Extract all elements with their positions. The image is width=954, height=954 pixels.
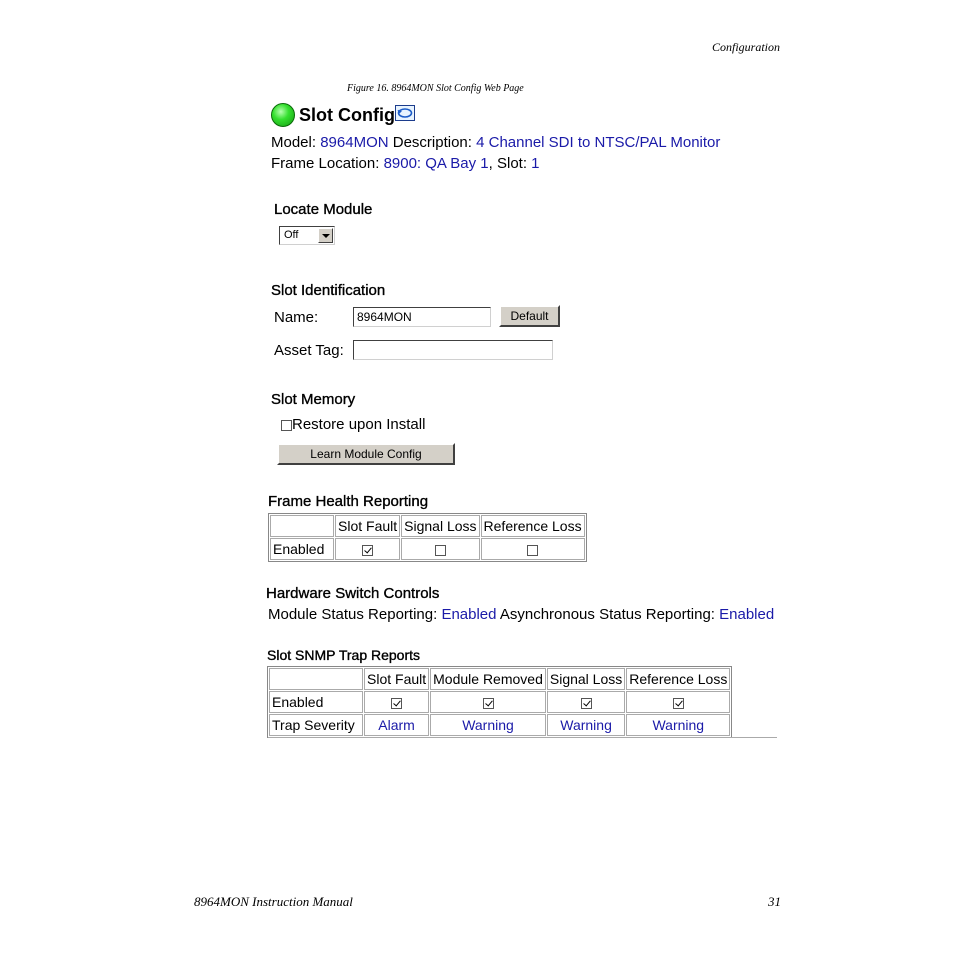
restore-upon-install-label: Restore upon Install (292, 416, 426, 433)
slot-fault-enabled-checkbox[interactable] (362, 545, 373, 556)
column-header: Signal Loss (547, 668, 625, 690)
restore-upon-install-checkbox[interactable] (281, 420, 292, 431)
frame-location-line (271, 155, 540, 172)
footer-page-number: 31 (768, 894, 781, 909)
table-cell-empty (270, 515, 334, 537)
module-status-value: Enabled (441, 606, 497, 623)
row-label: Enabled (269, 691, 363, 713)
locate-module-selected: Off (284, 229, 299, 241)
name-input[interactable] (353, 307, 491, 327)
snmp-trap-table (267, 666, 732, 738)
trap-severity-link[interactable]: Warning (547, 714, 625, 736)
description-label: Description: (392, 134, 472, 151)
trap-module-removed-checkbox[interactable] (483, 698, 494, 709)
trap-severity-link[interactable]: Warning (430, 714, 546, 736)
page-title: Slot Config (299, 105, 395, 125)
learn-module-config-button[interactable]: Learn Module Config (277, 443, 455, 465)
table-cell-empty (269, 668, 363, 690)
table-cell (547, 691, 625, 713)
frame-health-heading: Frame Health Reporting (268, 493, 429, 510)
table-cell (430, 691, 546, 713)
table-row (269, 691, 730, 713)
description-value: 4 Channel SDI to NTSC/PAL Monitor (476, 134, 721, 151)
hardware-switch-heading: Hardware Switch Controls (266, 585, 440, 602)
locate-module-select[interactable] (279, 226, 335, 245)
module-status-label: Module Status Reporting: (268, 606, 438, 623)
snmp-heading: Slot SNMP Trap Reports (267, 647, 421, 663)
frame-health-table (268, 513, 587, 562)
status-ok-icon (271, 103, 295, 127)
section-header: Configuration (711, 40, 780, 54)
trap-slot-fault-checkbox[interactable] (391, 698, 402, 709)
row-label: Enabled (270, 538, 334, 560)
refresh-icon-glyph (396, 106, 414, 120)
table-row (269, 714, 730, 736)
table-cell (364, 691, 429, 713)
slot-value: 1 (531, 155, 540, 172)
table-row (269, 668, 730, 690)
asset-tag-input[interactable] (353, 340, 553, 360)
frame-location-link[interactable]: 8900: QA Bay 1 (383, 155, 489, 172)
chevron-down-icon[interactable] (318, 228, 333, 243)
frame-location-label: Frame Location: (271, 155, 380, 172)
reference-loss-enabled-checkbox[interactable] (527, 545, 538, 556)
slot-label: , Slot: (488, 155, 527, 172)
column-header: Reference Loss (481, 515, 585, 537)
trap-severity-link[interactable]: Alarm (364, 714, 429, 736)
table-row (270, 515, 585, 537)
table-cell (481, 538, 585, 560)
figure-caption: Figure 16. 8964MON Slot Config Web Page (347, 83, 524, 94)
asset-tag-label: Asset Tag: (274, 342, 344, 359)
column-header: Signal Loss (401, 515, 479, 537)
locate-module-heading: Locate Module (274, 201, 373, 218)
model-line (271, 134, 720, 151)
hardware-switch-status-line (268, 606, 774, 623)
trap-signal-loss-checkbox[interactable] (581, 698, 592, 709)
row-label: Trap Severity (269, 714, 363, 736)
trap-reference-loss-checkbox[interactable] (673, 698, 684, 709)
column-header: Slot Fault (364, 668, 429, 690)
model-label: Model: (271, 134, 317, 151)
column-header: Reference Loss (626, 668, 730, 690)
table-cell (401, 538, 479, 560)
refresh-icon[interactable] (395, 105, 415, 121)
signal-loss-enabled-checkbox[interactable] (435, 545, 446, 556)
table-cell (626, 691, 730, 713)
name-label: Name: (274, 309, 319, 326)
model-value: 8964MON (320, 134, 389, 151)
slot-memory-heading: Slot Memory (271, 391, 356, 408)
slot-identification-heading: Slot Identification (271, 282, 386, 299)
table-cell (335, 538, 400, 560)
trap-severity-link[interactable]: Warning (626, 714, 730, 736)
column-header: Slot Fault (335, 515, 400, 537)
column-header: Module Removed (430, 668, 546, 690)
default-button[interactable]: Default (499, 305, 560, 327)
async-status-label: Asynchronous Status Reporting: (499, 606, 715, 623)
divider (268, 737, 777, 738)
restore-upon-install[interactable] (281, 416, 425, 433)
async-status-value: Enabled (719, 606, 775, 623)
table-row (270, 538, 585, 560)
footer-manual-title: 8964MON Instruction Manual (194, 894, 353, 909)
